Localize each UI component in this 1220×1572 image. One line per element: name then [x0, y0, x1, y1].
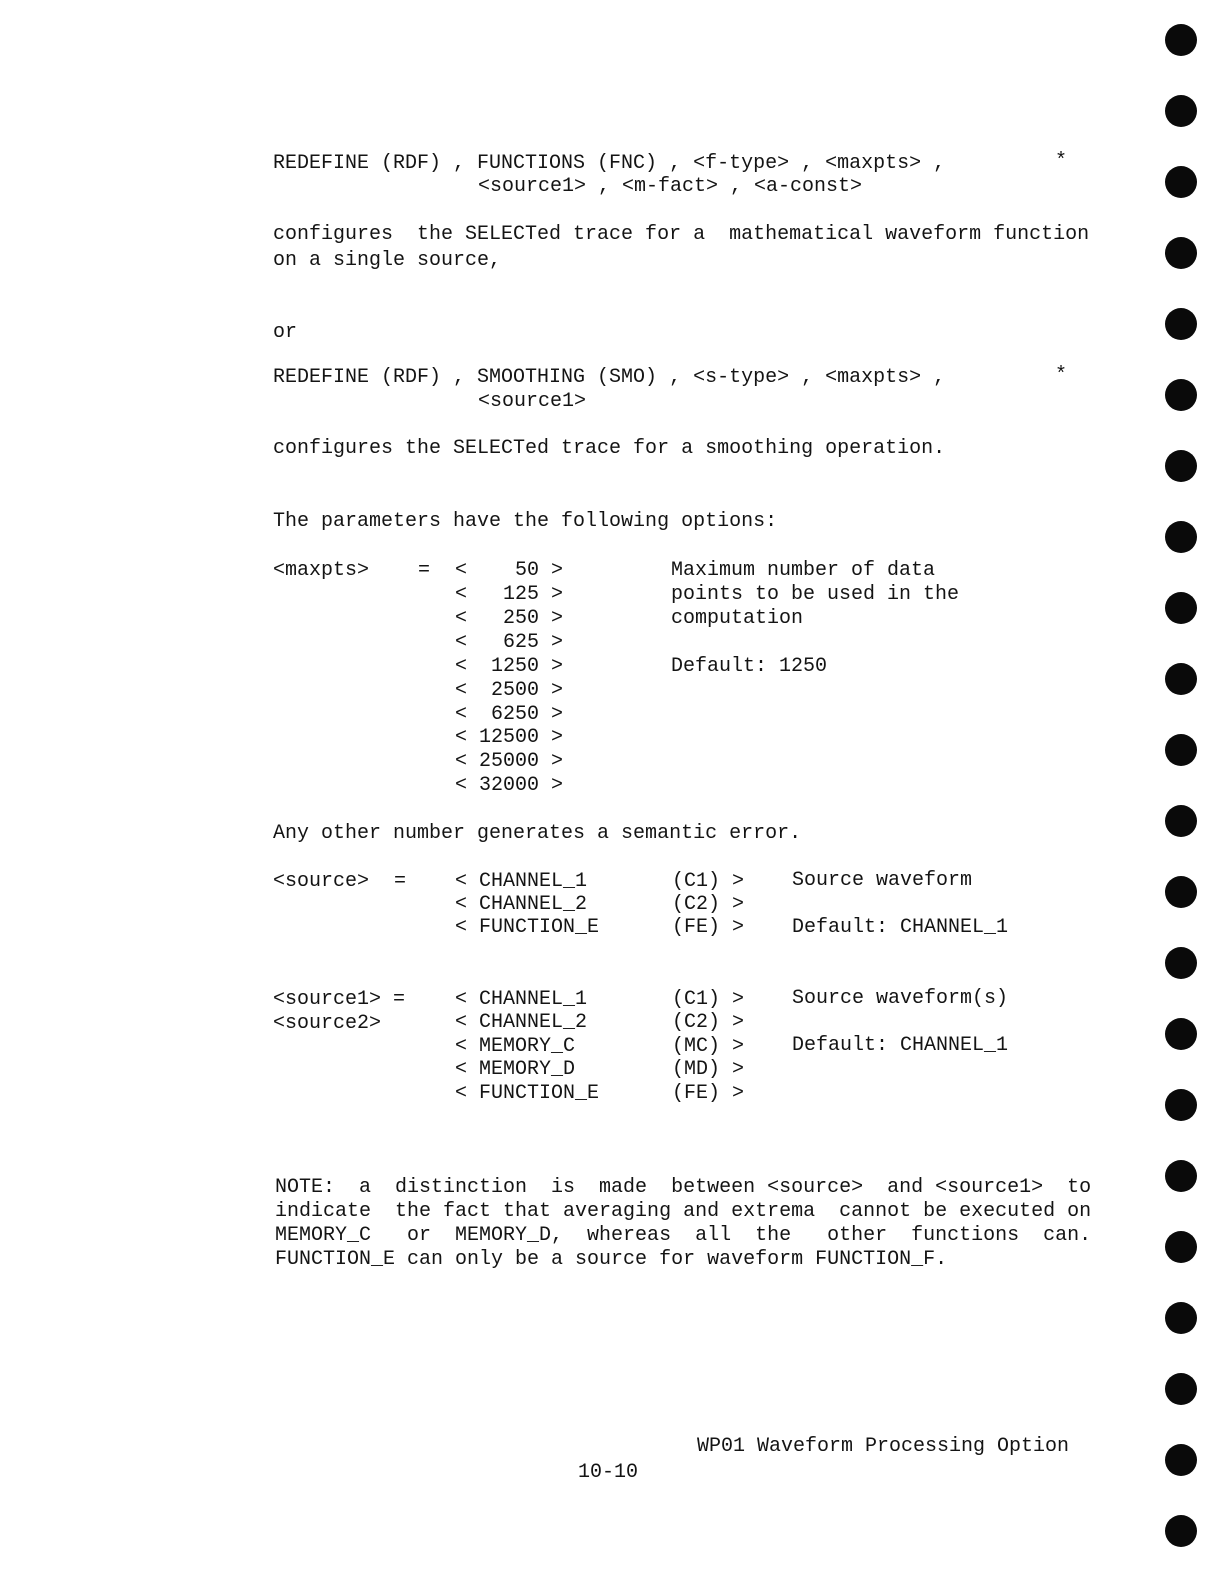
param-maxpts-equals: = [418, 559, 431, 582]
binder-hole [1165, 1160, 1197, 1192]
binder-hole [1165, 308, 1197, 340]
binder-hole [1165, 95, 1197, 127]
maxpts-value: < 50 > [455, 559, 564, 582]
source-option-name: < FUNCTION_E [455, 916, 600, 939]
maxpts-value: < 32000 > [455, 774, 564, 797]
maxpts-default: Default: 1250 [671, 655, 828, 678]
command-functions-line1: REDEFINE (RDF) , FUNCTIONS (FNC) , <f-type> , <maxpts> , [273, 152, 946, 175]
source-option-abbr: (C1) > [672, 870, 745, 893]
source1-option-name: < FUNCTION_E [455, 1082, 600, 1105]
parameters-intro: The parameters have the following options: [273, 510, 778, 533]
binder-hole [1165, 1089, 1197, 1121]
page-number: 10-10 [578, 1461, 639, 1484]
binder-hole [1165, 1373, 1197, 1405]
maxpts-value: < 6250 > [455, 703, 564, 726]
or-separator: or [273, 321, 298, 344]
binder-hole [1165, 805, 1197, 837]
command-smoothing-line2: <source1> [478, 390, 587, 413]
maxpts-value: < 25000 > [455, 750, 564, 773]
description-smoothing: configures the SELECTed trace for a smoothing operation. [273, 437, 946, 460]
maxpts-value: < 1250 > [455, 655, 564, 678]
binder-hole [1165, 450, 1197, 482]
source-default: Default: CHANNEL_1 [792, 916, 1009, 939]
param-source-equals: = [394, 870, 407, 893]
param-source2-name: <source2> [273, 1012, 382, 1035]
maxpts-description-line3: computation [671, 607, 804, 630]
source1-option-name: < MEMORY_D [455, 1058, 576, 1081]
binder-hole [1165, 166, 1197, 198]
maxpts-description-line2: points to be used in the [671, 583, 960, 606]
command-smoothing-asterisk: * [1055, 364, 1068, 387]
maxpts-value: < 625 > [455, 631, 564, 654]
source1-default: Default: CHANNEL_1 [792, 1034, 1009, 1057]
source1-option-name: < CHANNEL_1 [455, 988, 588, 1011]
binder-hole [1165, 521, 1197, 553]
command-functions-line2: <source1> , <m-fact> , <a-const> [478, 175, 863, 198]
source-option-abbr: (C2) > [672, 893, 745, 916]
maxpts-description-line1: Maximum number of data [671, 559, 936, 582]
binder-hole [1165, 1231, 1197, 1263]
binder-hole [1165, 1515, 1197, 1547]
note-line3: MEMORY_C or MEMORY_D, whereas all the other functions can. [275, 1224, 1092, 1247]
binder-hole [1165, 592, 1197, 624]
source1-option-abbr: (C2) > [672, 1011, 745, 1034]
source1-description: Source waveform(s) [792, 987, 1009, 1010]
param-source-name: <source> [273, 870, 370, 893]
binder-hole [1165, 379, 1197, 411]
binder-hole [1165, 1302, 1197, 1334]
binder-hole [1165, 876, 1197, 908]
footer-title: WP01 Waveform Processing Option [697, 1435, 1070, 1458]
note-line2: indicate the fact that averaging and extrema cannot be executed on [275, 1200, 1092, 1223]
description-functions-line1: configures the SELECTed trace for a mathematical waveform function [273, 223, 1090, 246]
command-smoothing-line1: REDEFINE (RDF) , SMOOTHING (SMO) , <s-type> , <maxpts> , [273, 366, 946, 389]
binder-hole [1165, 734, 1197, 766]
binder-hole [1165, 237, 1197, 269]
source1-option-abbr: (FE) > [672, 1082, 745, 1105]
maxpts-value: < 12500 > [455, 726, 564, 749]
note-line1: NOTE: a distinction is made between <source> and <source1> to [275, 1176, 1092, 1199]
note-line4: FUNCTION_E can only be a source for waveform FUNCTION_F. [275, 1248, 948, 1271]
binder-hole [1165, 24, 1197, 56]
other-number-note: Any other number generates a semantic error. [273, 822, 802, 845]
maxpts-value: < 125 > [455, 583, 564, 606]
source-option-abbr: (FE) > [672, 916, 745, 939]
source-description: Source waveform [792, 869, 973, 892]
source1-option-name: < MEMORY_C [455, 1035, 576, 1058]
binder-hole [1165, 947, 1197, 979]
source-option-name: < CHANNEL_1 [455, 870, 588, 893]
source-option-name: < CHANNEL_2 [455, 893, 588, 916]
source1-option-name: < CHANNEL_2 [455, 1011, 588, 1034]
param-source1-name: <source1> = [273, 988, 406, 1011]
binder-hole [1165, 663, 1197, 695]
command-functions-asterisk: * [1055, 150, 1068, 173]
binder-hole [1165, 1444, 1197, 1476]
source1-option-abbr: (MC) > [672, 1035, 745, 1058]
binder-hole [1165, 1018, 1197, 1050]
source1-option-abbr: (C1) > [672, 988, 745, 1011]
maxpts-value: < 250 > [455, 607, 564, 630]
description-functions-line2: on a single source, [273, 249, 502, 272]
param-maxpts-name: <maxpts> [273, 559, 370, 582]
source1-option-abbr: (MD) > [672, 1058, 745, 1081]
maxpts-value: < 2500 > [455, 679, 564, 702]
